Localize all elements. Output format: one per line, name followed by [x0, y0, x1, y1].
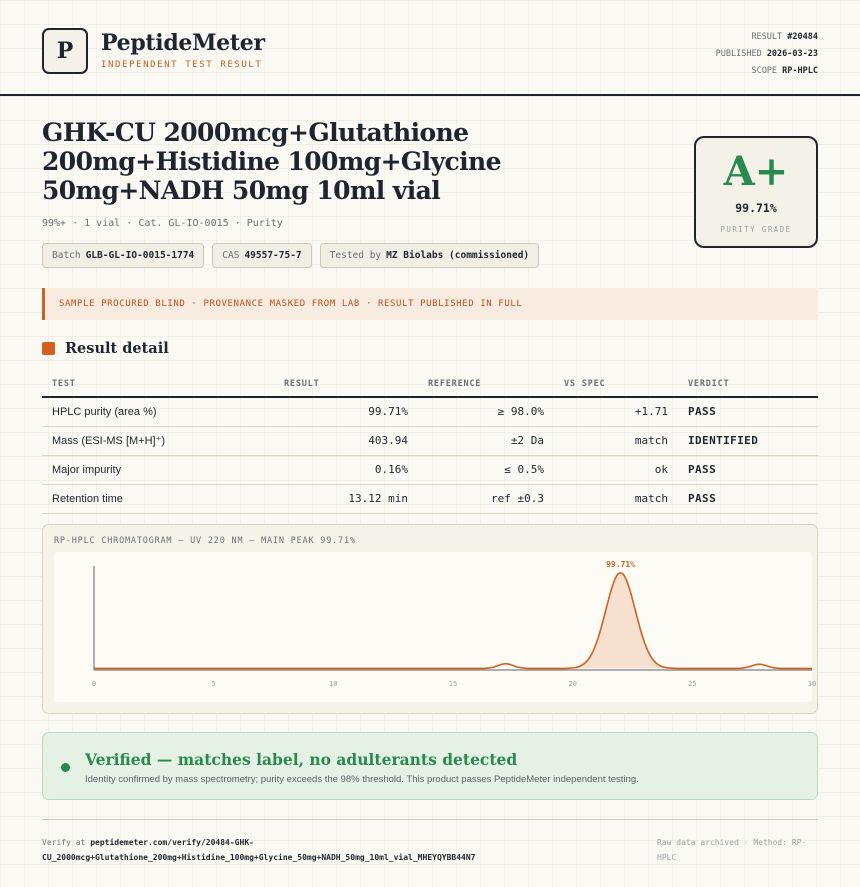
x-tick-label: 30 — [807, 680, 817, 688]
product-subline: 99%+ · 1 vial · Cat. GL-IO-0015 · Purity — [42, 218, 283, 229]
test-vs-spec: ok — [554, 455, 678, 484]
archive-note: Raw data archived · Method: RP-HPLC — [657, 838, 807, 862]
verified-title: Verified — matches label, no adulterants detected — [85, 750, 518, 769]
results-table — [42, 372, 818, 514]
verified-banner — [42, 732, 818, 800]
x-tick-label: 25 — [688, 680, 697, 688]
test-name: HPLC purity (area %) — [42, 397, 274, 426]
report-header — [0, 0, 860, 96]
brand-tagline: INDEPENDENT TEST RESULT — [101, 60, 263, 70]
test-reference: ≤ 0.5% — [418, 455, 554, 484]
column-header-reference: REFERENCE — [418, 372, 554, 397]
x-tick-label: 5 — [211, 680, 216, 688]
brand-logo: P — [42, 28, 88, 74]
x-tick-label: 10 — [329, 680, 338, 688]
column-header-result: RESULT — [274, 372, 418, 397]
table-row — [42, 484, 818, 513]
table-header-row — [42, 372, 818, 397]
main-peak-area — [576, 573, 665, 669]
verified-dot-icon — [61, 763, 70, 772]
chromatogram-trace — [94, 573, 812, 669]
brand-name: PeptideMeter — [101, 30, 265, 56]
chromatogram-card — [42, 524, 818, 714]
table-row — [42, 455, 818, 484]
grade-letter: A+ — [723, 148, 789, 195]
chromatogram-chart — [54, 552, 817, 702]
verify-link[interactable]: Verify at peptidemeter.com/verify/20484-GHK- CU_2000mcg+Glutathione_200mg+Histidine_100mg+Glycine_50mg+NADH_50mg_10ml_vial_MHEYQYBB44N7 — [42, 838, 476, 862]
test-result: 13.12 min — [274, 484, 418, 513]
test-name: Mass (ESI-MS [M+H]⁺) — [42, 426, 274, 455]
test-reference: ≥ 98.0% — [418, 397, 554, 426]
peak-annotation: 99.71% — [606, 559, 635, 569]
test-vs-spec: match — [554, 426, 678, 455]
meta-scope: SCOPE RP-HPLC — [751, 66, 818, 76]
product-chips — [42, 243, 539, 268]
cas-chip: CAS 49557-75-7 — [212, 243, 311, 268]
table-row — [42, 397, 818, 426]
chromatogram-caption: RP-HPLC CHROMATOGRAM — UV 220 NM — MAIN PEAK 99.71% — [54, 536, 356, 546]
test-result: 403.94 — [274, 426, 418, 455]
test-name: Retention time — [42, 484, 274, 513]
test-name: Major impurity — [42, 455, 274, 484]
batch-chip: Batch GLB-GL-IO-0015-1774 — [42, 243, 204, 268]
test-verdict: IDENTIFIED — [678, 426, 818, 455]
section-title: Result detail — [65, 340, 169, 357]
table-row — [42, 426, 818, 455]
grade-label: PURITY GRADE — [720, 225, 792, 234]
verified-text: Identity confirmed by mass spectrometry; purity exceeds the 98% threshold. This product passes PeptideMeter independent testing. — [85, 774, 639, 785]
verify-url-continued[interactable]: CU_2000mcg+Glutathione_200mg+Histidine_100mg+Glycine_50mg+NADH_50mg_10ml_vial_MHEYQYBB44N7 — [42, 853, 476, 862]
column-header-test: TEST — [42, 372, 274, 397]
result-detail-heading — [42, 340, 169, 357]
report-meta — [716, 29, 818, 80]
footer-divider — [42, 819, 818, 820]
test-verdict: PASS — [678, 455, 818, 484]
meta-result: RESULT #20484 — [751, 32, 818, 42]
section-square-icon — [42, 342, 55, 355]
tested-by-chip: Tested by MZ Biolabs (commissioned) — [320, 243, 539, 268]
column-header-verdict: VERDICT — [678, 372, 818, 397]
test-vs-spec: match — [554, 484, 678, 513]
test-vs-spec: +1.71 — [554, 397, 678, 426]
x-tick-label: 20 — [568, 680, 577, 688]
test-reference: ref ±0.3 — [418, 484, 554, 513]
blind-sample-banner: SAMPLE PROCURED BLIND · PROVENANCE MASKED FROM LAB · RESULT PUBLISHED IN FULL — [42, 288, 818, 320]
column-header-vs-spec: VS SPEC — [554, 372, 678, 397]
test-reference: ±2 Da — [418, 426, 554, 455]
grade-value: 99.71% — [735, 201, 777, 215]
chromatogram-plot-area — [54, 552, 817, 702]
verify-url[interactable]: peptidemeter.com/verify/20484-GHK- — [90, 838, 254, 847]
x-tick-label: 15 — [448, 680, 458, 688]
meta-published: PUBLISHED 2026-03-23 — [715, 49, 818, 59]
test-verdict: PASS — [678, 484, 818, 513]
purity-grade-card — [694, 136, 818, 248]
test-verdict: PASS — [678, 397, 818, 426]
test-result: 99.71% — [274, 397, 418, 426]
test-result: 0.16% — [274, 455, 418, 484]
product-title: GHK-CU 2000mcg+Glutathione 200mg+Histidine 100mg+Glycine 50mg+NADH 50mg 10ml vial — [42, 118, 501, 205]
x-tick-label: 0 — [91, 680, 97, 688]
